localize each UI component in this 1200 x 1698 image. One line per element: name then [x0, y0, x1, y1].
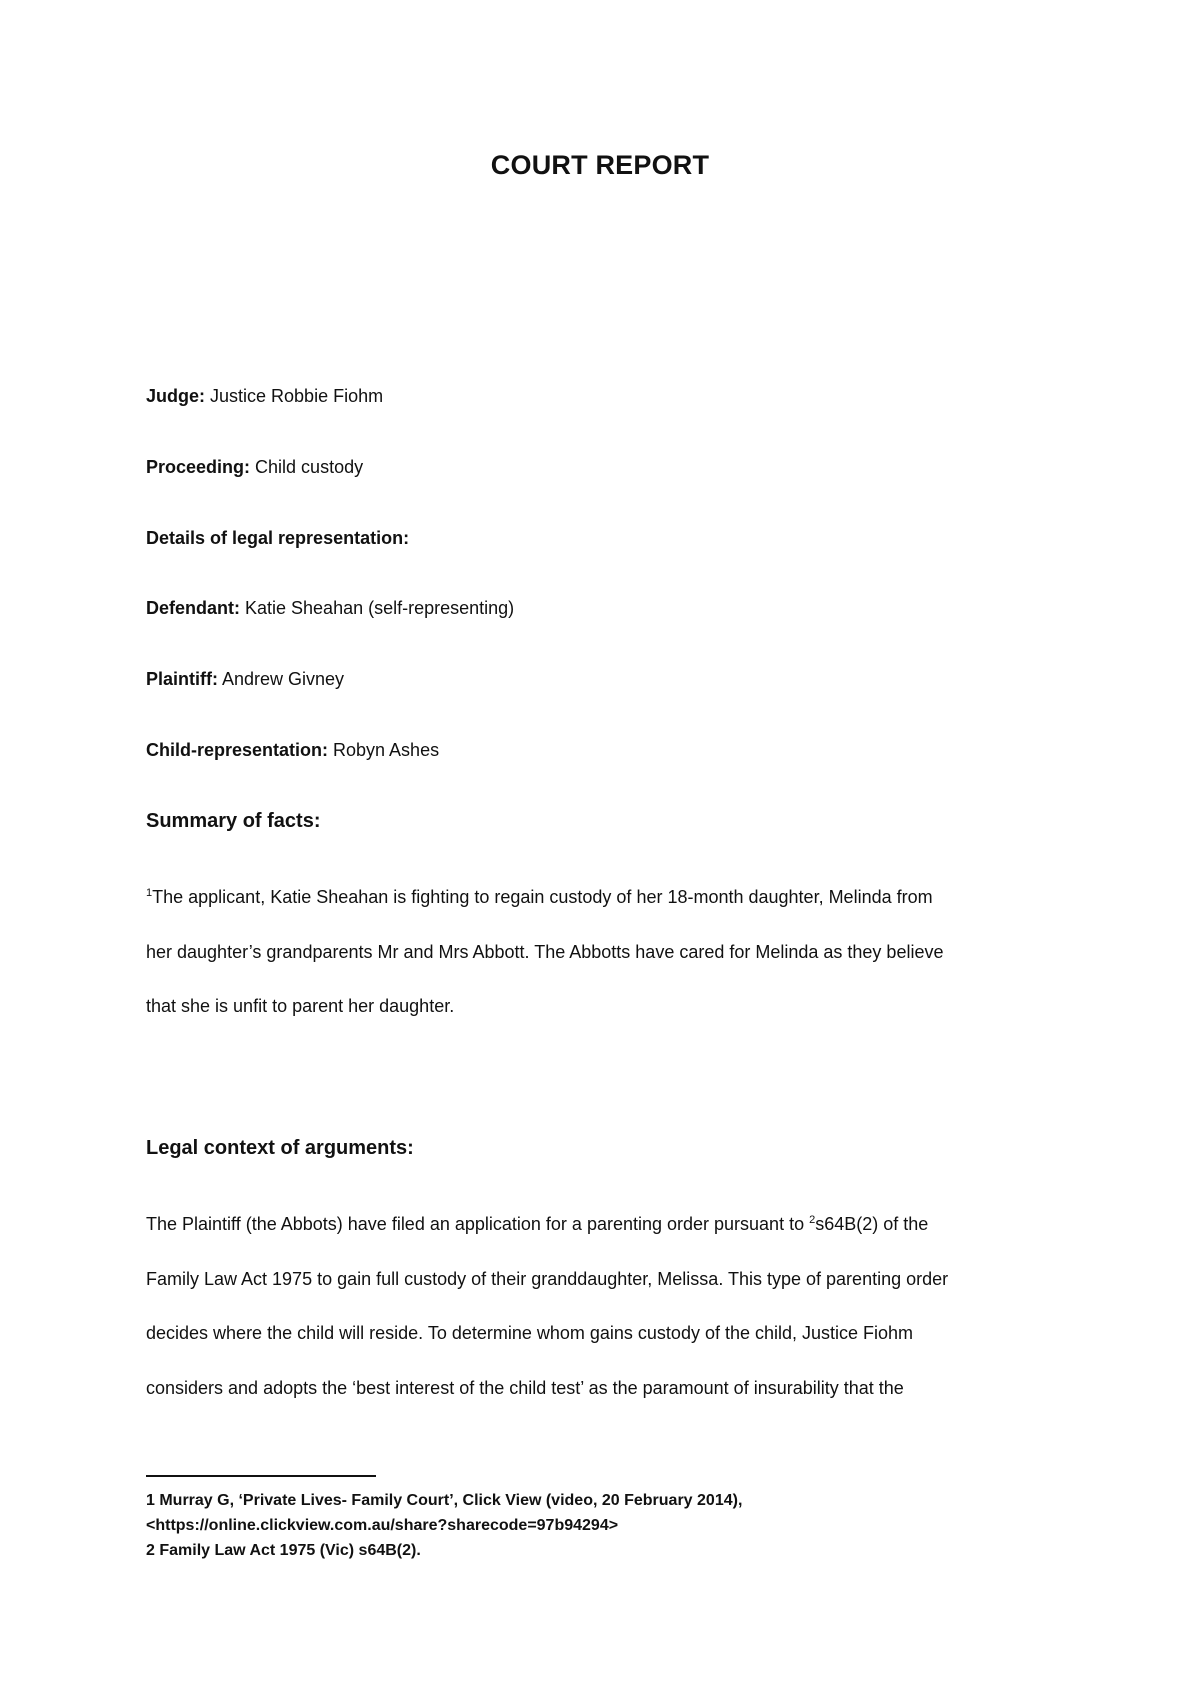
- field-child-representation: [146, 740, 439, 761]
- paragraph-line: that she is unfit to parent her daughter.: [146, 996, 455, 1016]
- paragraph-line: $^1$The applicant, Katie Sheahan is fighting to regain custody of her 18-month daughter, Melinda from: [146, 887, 933, 907]
- legal-context-heading: Legal context of arguments:: [146, 1137, 414, 1159]
- footnote-ref: 2: [809, 1214, 816, 1226]
- field-label: Defendant:: [146, 598, 240, 618]
- footnotes: [146, 1488, 1066, 1563]
- footnote-link[interactable]: <https://online.clickview.com.au/share?sharecode=97b94294>: [146, 1517, 619, 1534]
- footnote-line: 1 Murray G, ‘Private Lives- Family Court’, Click View (video, 20 February 2014),: [146, 1492, 743, 1509]
- field-label: Child-representation:: [146, 740, 329, 760]
- field-label: Judge:: [146, 386, 206, 406]
- field-plaintiff: [146, 669, 344, 690]
- paragraph-line: decides where the child will reside. To determine whom gains custody of the child, Justice Fiohm: [146, 1323, 914, 1343]
- document-title: COURT REPORT: [490, 150, 710, 180]
- footnote-separator: [146, 1475, 376, 1477]
- paragraph-line: considers and adopts the ‘best interest of the child test’ as the paramount of insurability that the: [146, 1377, 904, 1398]
- field-value: Andrew Givney: [218, 669, 345, 689]
- footnote-line: 2 Family Law Act 1975 (Vic) s64B(2).: [146, 1542, 421, 1559]
- field-judge: [146, 386, 383, 407]
- legal-context-paragraph: [146, 1197, 1066, 1415]
- field-proceeding: [146, 457, 363, 478]
- paragraph-line: her daughter’s grandparents Mr and Mrs Abbott. The Abbotts have cared for Melinda as they believe: [146, 941, 944, 962]
- field-defendant: [146, 598, 514, 619]
- field-legal-representation: [146, 528, 409, 549]
- footnote-ref: 1: [146, 887, 153, 899]
- field-label: Proceeding:: [146, 457, 251, 477]
- summary-paragraph: [146, 870, 1066, 1034]
- field-value: Robyn Ashes: [328, 740, 440, 760]
- summary-heading: Summary of facts:: [146, 810, 321, 832]
- paragraph-line: The Plaintiff (the Abbots) have filed an application for a parenting order pursuant to $^2$s64B(2) of the: [146, 1214, 929, 1234]
- field-value: Katie Sheahan (self-representing): [240, 598, 515, 618]
- field-label: Details of legal representation:: [146, 528, 410, 548]
- field-value: Justice Robbie Fiohm: [205, 386, 384, 406]
- field-value: Child custody: [250, 457, 364, 477]
- paragraph-line: Family Law Act 1975 to gain full custody of their granddaughter, Melissa. This type of parenting order: [146, 1268, 949, 1289]
- field-label: Plaintiff:: [146, 669, 218, 689]
